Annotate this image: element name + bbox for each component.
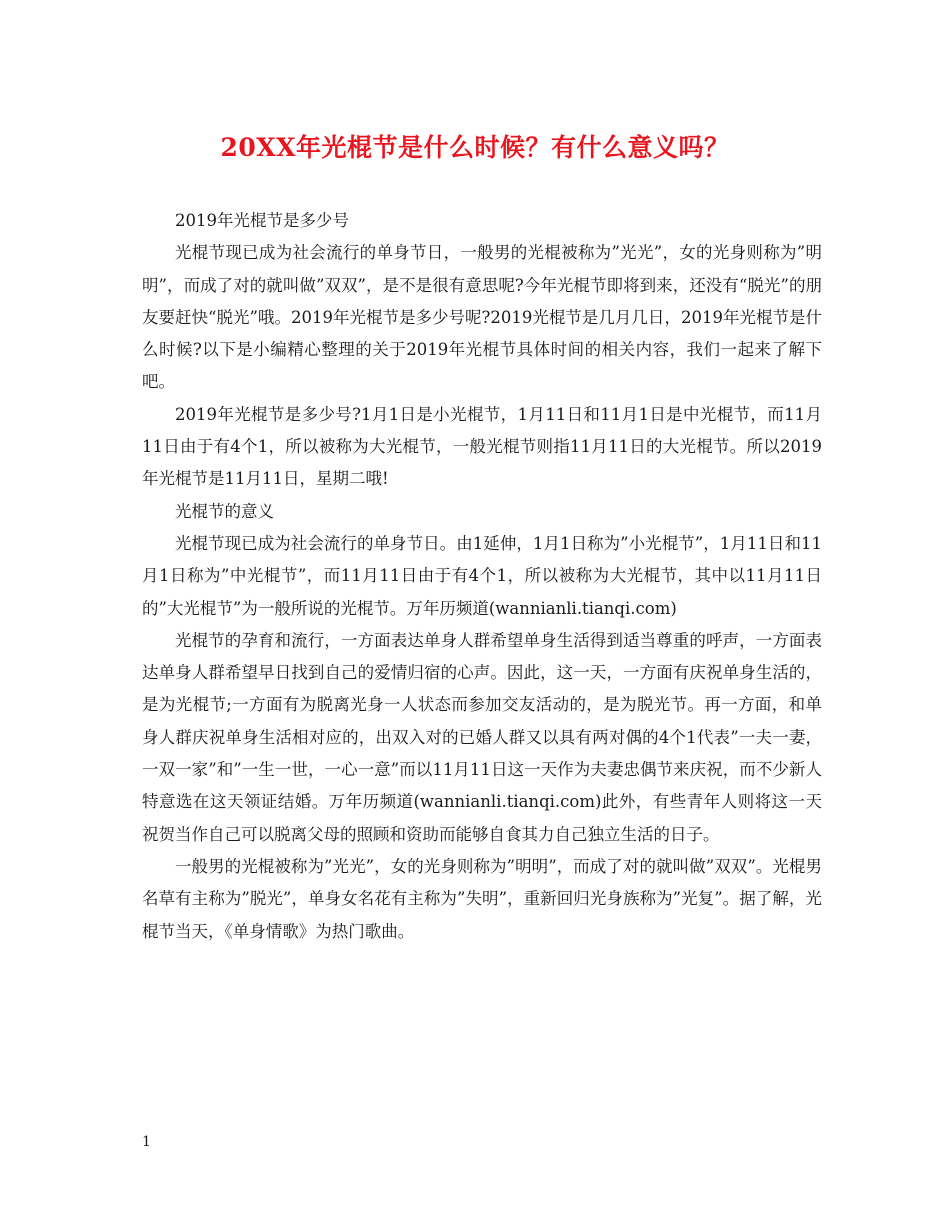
- paragraph-meaning-origin: 光棍节现已成为社会流行的单身节日。由1延伸，1月1日称为”小光棍节”，1月11日和11月1日称为”中光棍节”，而11月11日由于有4个1，所以被称为大光棍节，其中以11月11日的”大光棍节”为一般所说的光棍节。万年历频道(wannianli.tianqi.com): [142, 533, 822, 618]
- paragraph-intro: 光棍节现已成为社会流行的单身节日，一般男的光棍被称为”光光”，女的光身则称为”明明”，而成了对的就叫做”双双”，是不是很有意思呢?今年光棍节即将到来，还没有“脱光”的朋友要赶快“脱光”哦。2019年光棍节是多少号呢?2019光棍节是几月几日，2019年光棍节是什么时候?以下是小编精心整理的关于2019年光棍节具体时间的相关内容，我们一起来了解下吧。: [142, 243, 822, 392]
- document-body: [142, 205, 822, 948]
- paragraph-nicknames: 一般男的光棍被称为”光光”，女的光身则称为”明明”，而成了对的就叫做”双双”。光棍男名草有主称为”脱光”，单身女名花有主称为”失明”，重新回归光身族称为”光复”。据了解，光棍节当天，《单身情歌》为热门歌曲。: [142, 856, 822, 941]
- paragraph-subheading-date: 2019年光棍节是多少号: [175, 211, 349, 230]
- paragraph-subheading-meaning: 光棍节的意义: [175, 501, 274, 521]
- paragraph-meaning-detail: 光棍节的孕育和流行，一方面表达单身人群希望单身生活得到适当尊重的呼声，一方面表达单身人群希望早日找到自己的爱情归宿的心声。因此，这一天，一方面有庆祝单身生活的，是为光棍节;一方面有为脱离光身一人状态而参加交友活动的，是为脱光节。再一方面，和单身人群庆祝单身生活相对应的，出双入对的已婚人群又以具有两对偶的4个1代表”一夫一妻，一双一家”和”一生一世，一心一意”而以11月11日这一天作为夫妻忠偶节来庆祝，而不少新人特意选在这天领证结婚。万年历频道(wannianli.tianqi.com)此外，有些青年人则将这一天祝贺当作自己可以脱离父母的照顾和资助而能够自食其力自己独立生活的日子。: [142, 630, 822, 844]
- paragraph-date-explanation: 2019年光棍节是多少号?1月1日是小光棍节，1月11日和11月1日是中光棍节，而11月11日由于有4个1，所以被称为大光棍节，一般光棍节则指11月11日的大光棍节。所以2019年光棍节是11月11日，星期二哦!: [142, 404, 822, 489]
- document-title: 20XX年光棍节是什么时候？有什么意义吗？: [220, 133, 730, 162]
- page-number: 1: [142, 1134, 151, 1150]
